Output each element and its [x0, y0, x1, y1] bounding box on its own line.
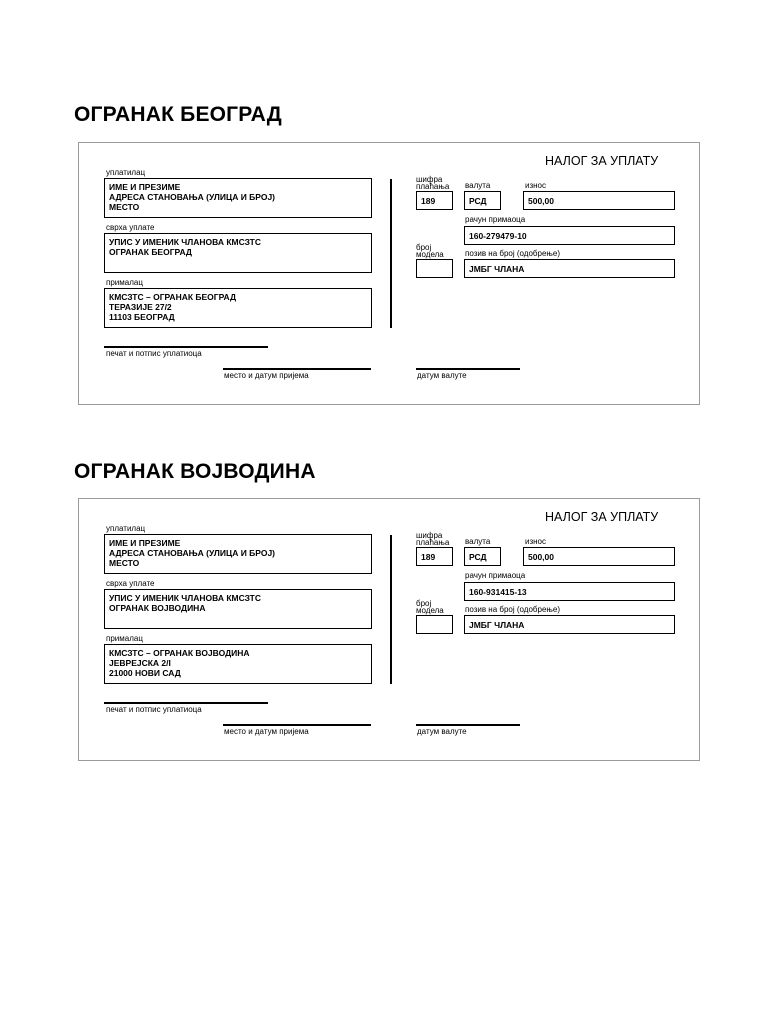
payment-code-label: шифра плаћања [416, 175, 450, 191]
payer-label: уплатилац [106, 168, 146, 177]
payer-line: МЕСТО [109, 558, 140, 568]
model-number-label: број модела [416, 243, 444, 259]
place-date-label: место и датум пријема [224, 371, 309, 380]
reference-value: ЈМБГ ЧЛАНА [469, 264, 525, 274]
purpose-field[interactable] [104, 233, 372, 273]
payment-order-form [78, 498, 700, 761]
model-number-label: број модела [416, 599, 444, 615]
payer-line: ИМЕ И ПРЕЗИМЕ [109, 538, 181, 548]
currency-date-line [416, 368, 520, 370]
account-label: рачун примаоца [465, 215, 526, 224]
currency-date-label: датум валуте [417, 727, 467, 736]
account-value: 160-931415-13 [469, 587, 527, 597]
reference-field[interactable] [464, 259, 675, 278]
payer-label: уплатилац [106, 524, 146, 533]
place-date-label: место и датум пријема [224, 727, 309, 736]
account-field[interactable] [464, 582, 675, 601]
purpose-label: сврха уплате [106, 579, 155, 588]
recipient-field[interactable] [104, 288, 372, 328]
model-number-field[interactable] [416, 259, 453, 278]
stamp-signature-label: печат и потпис уплатиоца [106, 349, 202, 358]
purpose-line: ОГРАНАК БЕОГРАД [109, 247, 192, 257]
payer-line: ИМЕ И ПРЕЗИМЕ [109, 182, 181, 192]
payer-line: АДРЕСА СТАНОВАЊА (УЛИЦА И БРОЈ) [109, 548, 276, 558]
recipient-line: ЈЕВРЕЈСКА 2/I [109, 658, 171, 668]
account-label: рачун примаоца [465, 571, 526, 580]
recipient-line: КМСЗТС – ОГРАНАК БЕОГРАД [109, 292, 237, 302]
stamp-signature-label: печат и потпис уплатиоца [106, 705, 202, 714]
currency-field[interactable] [464, 547, 501, 566]
currency-field[interactable] [464, 191, 501, 210]
reference-field[interactable] [464, 615, 675, 634]
currency-value: РСД [469, 552, 487, 562]
currency-date-label: датум валуте [417, 371, 467, 380]
payment-order-form [78, 142, 700, 405]
purpose-line: УПИС У ИМЕНИК ЧЛАНОВА КМСЗТС [109, 237, 261, 247]
section-title: ОГРАНАК ВОЈВОДИНА [74, 460, 316, 483]
model-number-field[interactable] [416, 615, 453, 634]
reference-label: позив на број (одобрење) [465, 605, 561, 614]
payer-line: АДРЕСА СТАНОВАЊА (УЛИЦА И БРОЈ) [109, 192, 276, 202]
recipient-line: 21000 НОВИ САД [109, 668, 181, 678]
recipient-line: ТЕРАЗИЈЕ 27/2 [109, 302, 172, 312]
currency-value: РСД [469, 196, 487, 206]
vertical-divider [390, 535, 392, 684]
purpose-label: сврха уплате [106, 223, 155, 232]
purpose-field[interactable] [104, 589, 372, 629]
payer-field[interactable] [104, 534, 372, 574]
amount-value: 500,00 [528, 552, 554, 562]
form-heading: НАЛОГ ЗА УПЛАТУ [545, 154, 659, 168]
currency-label: валута [465, 181, 491, 190]
amount-label: износ [525, 537, 547, 546]
payment-code-label: шифра плаћања [416, 531, 450, 547]
payment-code-field[interactable] [416, 547, 453, 566]
account-field[interactable] [464, 226, 675, 245]
model-number-value [417, 616, 452, 620]
payment-code-value: 189 [421, 196, 436, 206]
account-value: 160-279479-10 [469, 231, 527, 241]
payment-code-value: 189 [421, 552, 436, 562]
place-date-line [223, 368, 371, 370]
amount-field[interactable] [523, 191, 675, 210]
recipient-line: 11103 БЕОГРАД [109, 312, 175, 322]
purpose-line: ОГРАНАК ВОЈВОДИНА [109, 603, 206, 613]
currency-date-line [416, 724, 520, 726]
amount-field[interactable] [523, 547, 675, 566]
amount-value: 500,00 [528, 196, 554, 206]
purpose-line: УПИС У ИМЕНИК ЧЛАНОВА КМСЗТС [109, 593, 261, 603]
recipient-label: прималац [106, 634, 143, 643]
recipient-field[interactable] [104, 644, 372, 684]
payer-line: МЕСТО [109, 202, 140, 212]
amount-label: износ [525, 181, 547, 190]
payment-code-field[interactable] [416, 191, 453, 210]
reference-value: ЈМБГ ЧЛАНА [469, 620, 525, 630]
stamp-signature-line [104, 702, 268, 704]
currency-label: валута [465, 537, 491, 546]
recipient-label: прималац [106, 278, 143, 287]
stamp-signature-line [104, 346, 268, 348]
recipient-line: КМСЗТС – ОГРАНАК ВОЈВОДИНА [109, 648, 250, 658]
place-date-line [223, 724, 371, 726]
form-heading: НАЛОГ ЗА УПЛАТУ [545, 510, 659, 524]
section-title: ОГРАНАК БЕОГРАД [74, 103, 282, 126]
payer-field[interactable] [104, 178, 372, 218]
reference-label: позив на број (одобрење) [465, 249, 561, 258]
vertical-divider [390, 179, 392, 328]
model-number-value [417, 260, 452, 264]
